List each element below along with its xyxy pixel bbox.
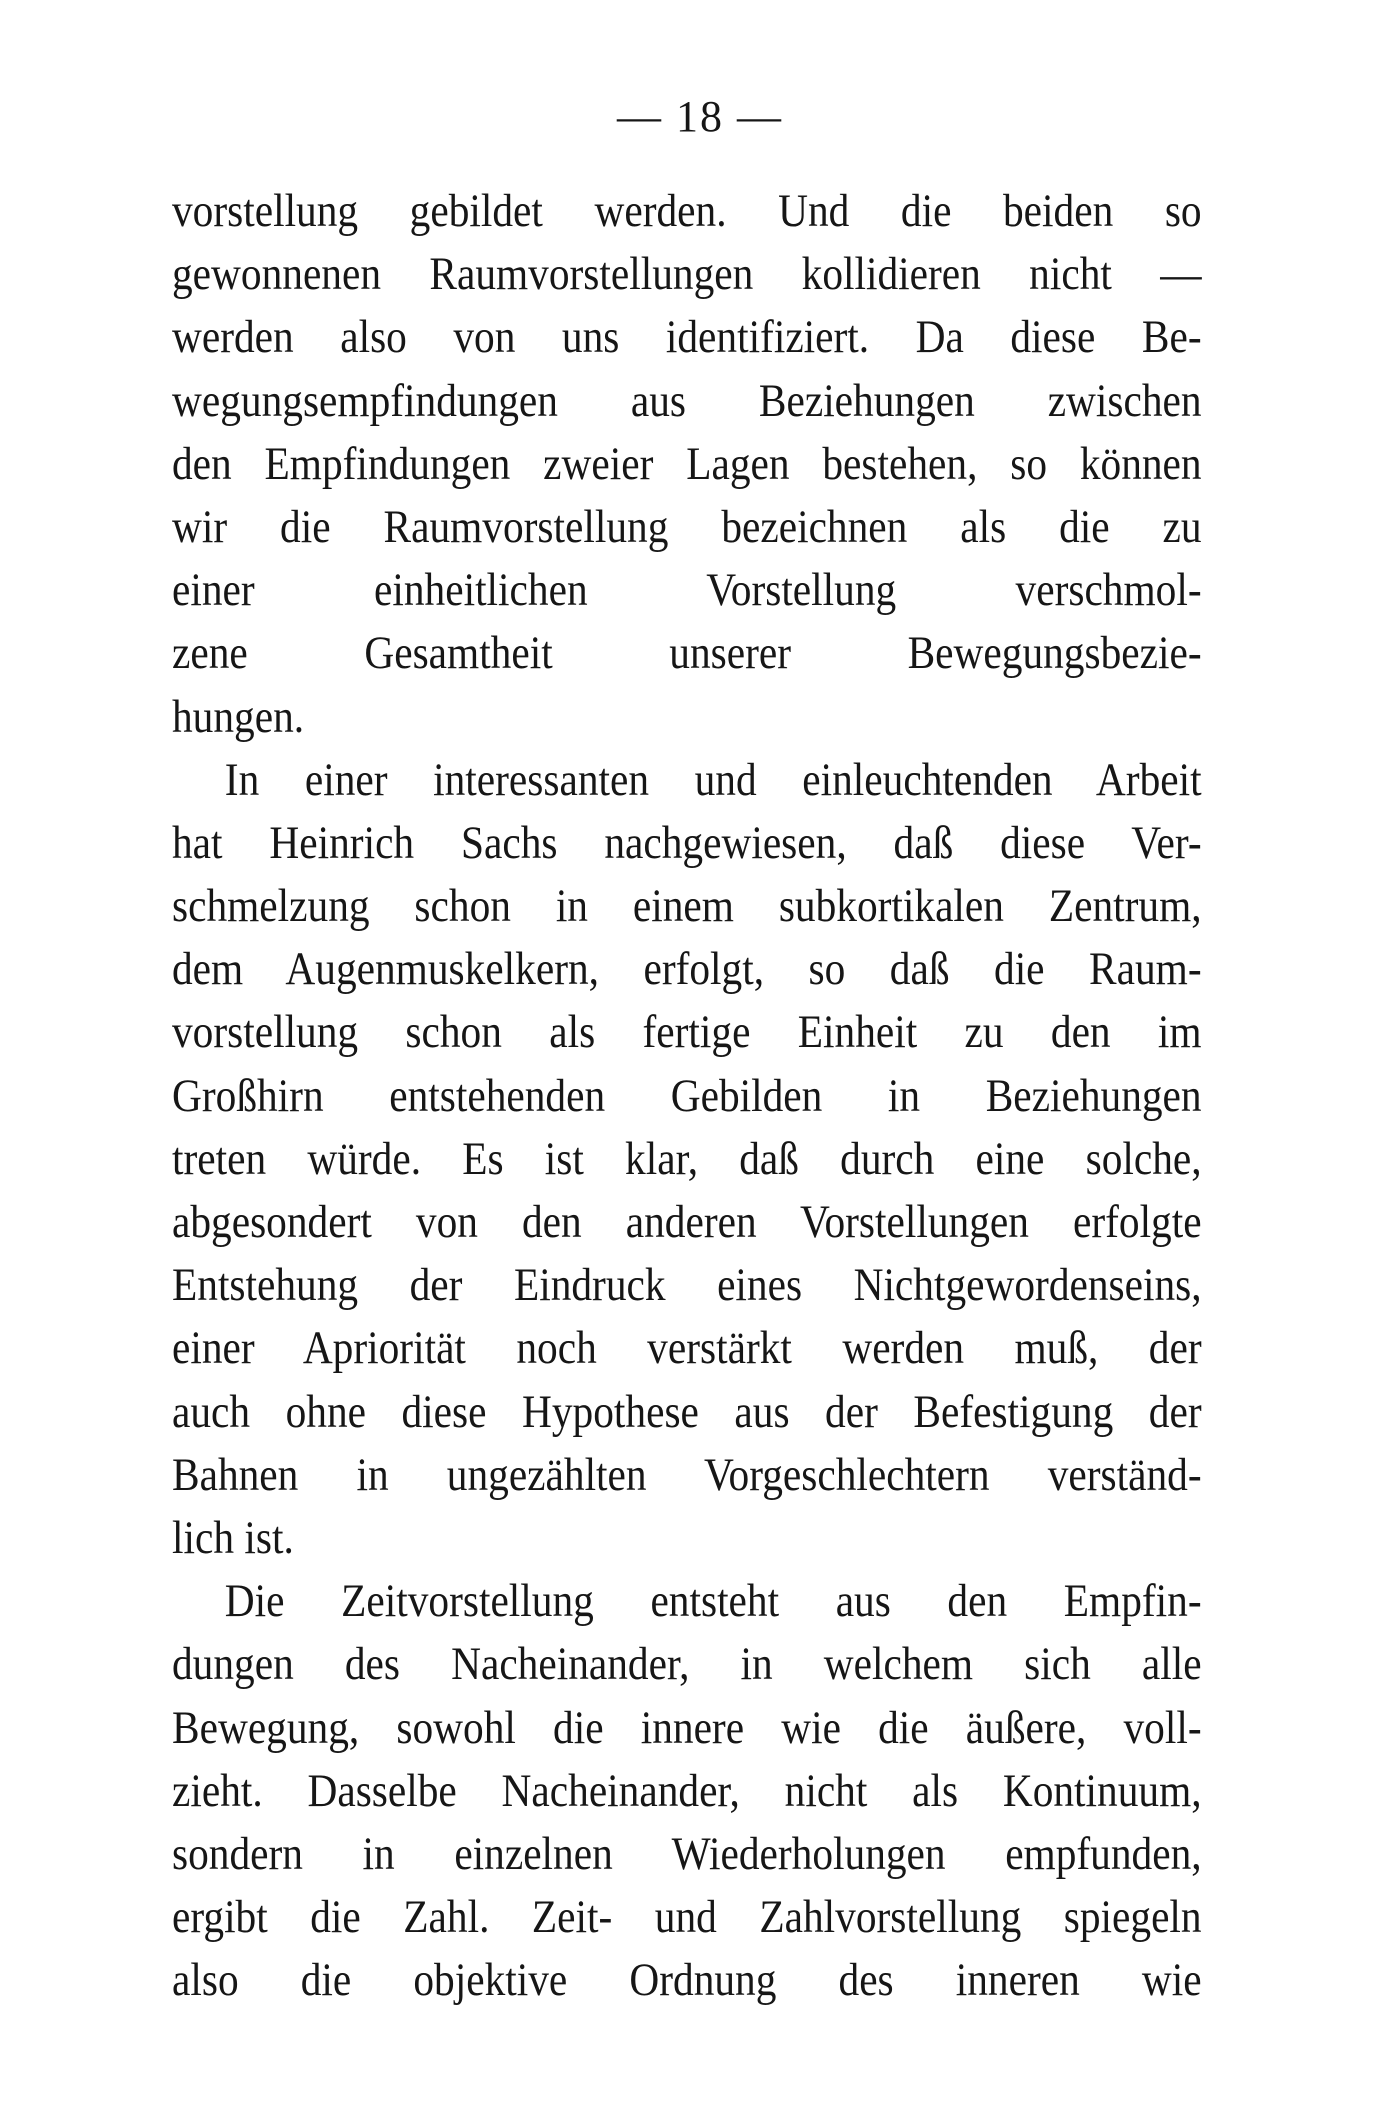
text-line: hat Heinrich Sachs nachgewiesen, daß diese Ver- (172, 816, 1202, 869)
page-number: — 18 — (617, 92, 783, 141)
text-line: also die objektive Ordnung des inneren wie (172, 1954, 1202, 2007)
text-line: Bewegung, sowohl die innere wie die äußere, voll- (172, 1701, 1202, 1754)
text-line: hungen. (172, 690, 305, 743)
text-line: wegungsempfindungen aus Beziehungen zwischen (172, 374, 1202, 427)
text-line: Entstehung der Eindruck eines Nichtgewordenseins, (172, 1259, 1202, 1312)
text-line: gewonnenen Raumvorstellungen kollidieren nicht — (172, 248, 1202, 301)
text-line: zene Gesamtheit unserer Bewegungsbezie- (172, 627, 1202, 680)
text-line: Bahnen in ungezählten Vorgeschlechtern verständ- (172, 1448, 1202, 1501)
text-line: einer einheitlichen Vorstellung verschmol- (172, 564, 1202, 617)
text-line: den Empfindungen zweier Lagen bestehen, so können (172, 437, 1202, 490)
text-line: dem Augenmuskelkern, erfolgt, so daß die Raum- (172, 943, 1202, 996)
text-line: schmelzung schon in einem subkortikalen Zentrum, (172, 880, 1202, 933)
text-line: ergibt die Zahl. Zeit- und Zahlvorstellung spiegeln (172, 1891, 1202, 1944)
text-line: In einer interessanten und einleuchtenden Arbeit (224, 753, 1202, 806)
text-line: zieht. Dasselbe Nacheinander, nicht als Kontinuum, (172, 1764, 1202, 1817)
text-line: lich ist. (172, 1511, 294, 1564)
text-line: wir die Raumvorstellung bezeichnen als die zu (172, 500, 1202, 553)
text-line: vorstellung gebildet werden. Und die beiden so (172, 185, 1202, 237)
text-line: sondern in einzelnen Wiederholungen empfunden, (172, 1827, 1202, 1880)
text-line: treten würde. Es ist klar, daß durch eine solche, (172, 1132, 1202, 1185)
text-line: vorstellung schon als fertige Einheit zu den im (172, 1006, 1202, 1059)
text-line: Großhirn entstehenden Gebilden in Beziehungen (172, 1069, 1202, 1122)
body-text (172, 180, 1202, 2012)
text-line: auch ohne diese Hypothese aus der Befestigung der (172, 1385, 1202, 1438)
text-line: dungen des Nacheinander, in welchem sich alle (172, 1638, 1202, 1691)
text-line: abgesondert von den anderen Vorstellungen erfolgte (172, 1196, 1202, 1248)
text-line: Die Zeitvorstellung entsteht aus den Empfin- (224, 1575, 1202, 1628)
text-line: werden also von uns identifiziert. Da diese Be- (172, 311, 1202, 364)
text-line: einer Apriorität noch verstärkt werden muß, der (172, 1322, 1202, 1375)
